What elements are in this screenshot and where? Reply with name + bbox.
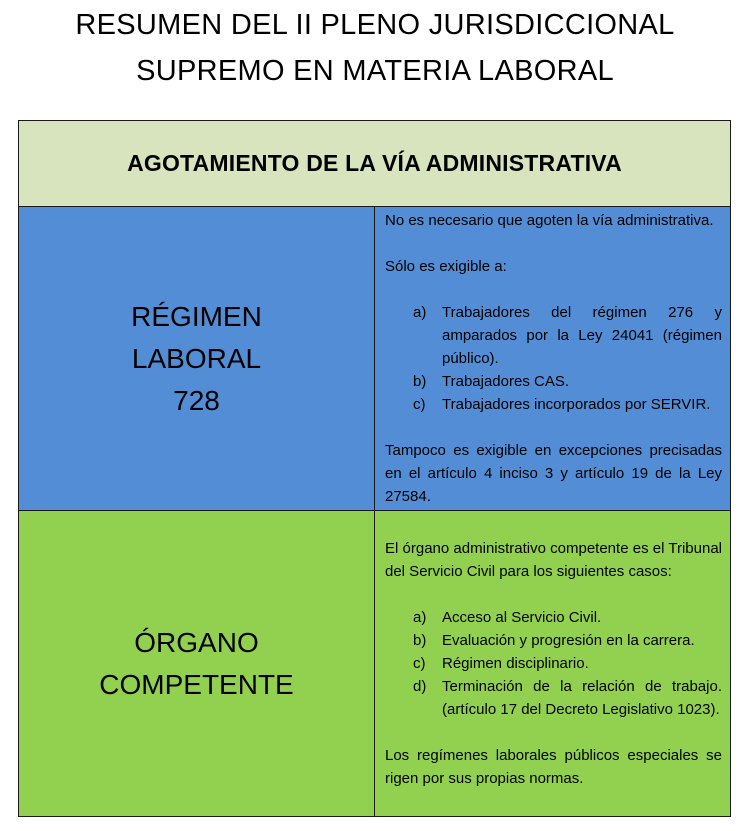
row-content-organo [375, 511, 731, 817]
row-label-organo [19, 511, 375, 817]
table-header: AGOTAMIENTO DE LA VÍA ADMINISTRATIVA [19, 121, 731, 207]
page-title [0, 2, 750, 94]
title-line-2: SUPREMO EN MATERIA LABORAL [136, 55, 614, 87]
list-item-text: Trabajadores del régimen 276 y amparados por la Ley 24041 (régimen público). [442, 304, 722, 367]
row-label-line: LABORAL [131, 342, 262, 374]
list-item [385, 652, 722, 675]
list-item-text: Trabajadores CAS. [442, 373, 570, 390]
paragraph-subintro: Sólo es exigible a: [385, 258, 507, 275]
paragraph-closing: Tampoco es exigible en excepciones precisadas en el artículo 4 inciso 3 y artículo 19 de la Ley 27584. [385, 442, 722, 505]
title-line-1: RESUMEN DEL II PLENO JURISDICCIONAL [75, 9, 675, 41]
list-item [385, 301, 722, 370]
cases-list [385, 606, 722, 721]
list-item-text: Terminación de la relación de trabajo. (artículo 17 del Decreto Legislativo 1023). [442, 678, 722, 718]
list-item [385, 606, 722, 629]
list-item [385, 675, 722, 721]
row-label-line: COMPETENTE [99, 668, 294, 700]
row-label-regimen [19, 207, 375, 511]
row-content-regimen [375, 207, 731, 511]
list-item [385, 629, 722, 652]
list-marker: c) [413, 655, 426, 672]
list-item-text: Trabajadores incorporados por SERVIR. [442, 396, 711, 413]
table-row-organo [19, 511, 731, 817]
row-label-line: RÉGIMEN [131, 300, 262, 332]
list-item-text: Evaluación y progresión en la carrera. [442, 632, 695, 649]
list-marker: a) [413, 609, 427, 626]
list-item-text: Régimen disciplinario. [442, 655, 589, 672]
row-label-line: ÓRGANO [134, 626, 259, 658]
list-marker: a) [413, 304, 427, 321]
paragraph-intro: El órgano administrativo competente es el Tribunal del Servicio Civil para los siguientes casos: [385, 540, 722, 580]
list-marker: b) [413, 373, 427, 390]
list-item [385, 393, 722, 416]
list-item [385, 370, 722, 393]
requirement-list [385, 301, 722, 416]
paragraph-closing: Los regímenes laborales públicos especiales se rigen por sus propias normas. [385, 747, 722, 787]
paragraph-intro: No es necesario que agoten la vía administrativa. [385, 212, 714, 229]
list-marker: d) [413, 678, 427, 695]
list-marker: c) [413, 396, 426, 413]
list-item-text: Acceso al Servicio Civil. [442, 609, 602, 626]
list-marker: b) [413, 632, 427, 649]
table-row-regimen [19, 207, 731, 511]
table-header-row [19, 121, 731, 207]
summary-table [18, 120, 731, 817]
row-label-line: 728 [173, 384, 220, 416]
